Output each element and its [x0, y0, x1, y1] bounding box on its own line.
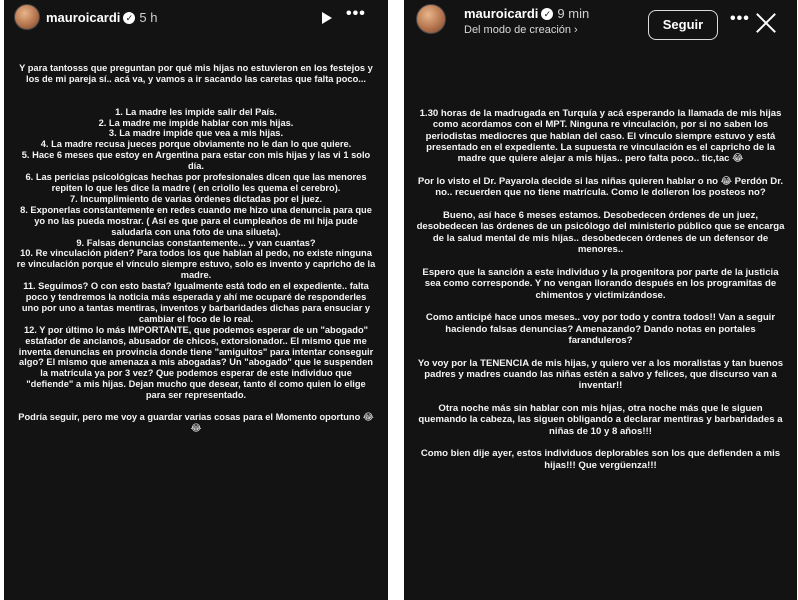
more-options-icon[interactable]: •••	[346, 5, 366, 22]
play-icon[interactable]	[322, 12, 332, 24]
username-row[interactable]	[464, 6, 589, 21]
story-header	[412, 4, 789, 36]
username-row[interactable]	[46, 10, 158, 25]
avatar[interactable]	[14, 4, 40, 30]
story-text: 1.30 horas de la madrugada en Turquía y acá esperando la llamada de mis hijas como acordamos con el MPT. Ninguna re vinculación, por si no saben los periodistas mediocres que hablan del caso. El vínculo siempre estuvo y está presentado en el expediente. La supuesta re vinculación es el capricho de la madre que quiere alejar a mis hijas.. pero falta poco.. tic,tac 😂 Por lo visto el Dr. Payarola decide si las niñas quieren hablar o no 😂 Perdón Dr. no.. recuerden que no tiene matrícula. Como le dolieron los posteos no? Bueno, así hace 6 meses estamos. Desobedecen órdenes de un juez, desobedecen las órdenes de un psicólogo del ministerio público que se encarga de la salud mental de mis hijas.. desobedecen órdenes de un defensor de menores.. Espero que la sanción a este individuo y la progenitora por parte de la justicia sea como corresponde. Y no vengan llorando después en los programitas de chimentos y victimizándose. Como anticipé hace unos meses.. voy por todo y contra todos!! Van a seguir haciendo falsas denuncias? Amenazando? Dando notas en portales faranduleros? Yo voy por la TENENCIA de mis hijas, y quiero ver a los moralistas y tan buenos padres y madres cuando las niñas estén a salvo y felices, que discurso van a inventar!! Otra noche más sin hablar con mis hijas, otra noche más que le siguen quemando la cabeza, las siguen obligando a declarar mentiras y barbaridades a niñas de 10 y 8 años!!! Como bien dije ayer, estos individuos deplorables son los que defienden a mis hijas!!! Que vergüenza!!!	[416, 108, 785, 471]
story-text: Y para tantosss que preguntan por qué mis hijas no estuvieron en los festejos y los de mi pareja sí.. acá va, y vamos a ir sacando las caretas que falta poco... 1. La madre les impide salir del País. 2. La madre me impide hablar con mis hijas. 3. La madre impide que vea a mis hijas. 4. La madre recusa jueces porque obviamente no le dan lo que quiere. 5. Hace 6 meses que estoy en Argentina para estar con mis hijas y las vi 1 solo día. 6. Las pericias psicológicas hechas por profesionales dicen que las menores repiten lo que les dice la madre ( en criollo les quema el cerebro). 7. Incumplimiento de varias órdenes dictadas por el juez. 8. Exponerlas constantemente en redes cuando me hizo una denuncia para que yo no las pueda mostrar. ( Así es que para el cumpleaños de mi hija pude saludarla con una foto de una silueta). 9. Falsas denuncias constantemente... y van cuantas? 10. Re vinculación piden? Para todos los que hablan al pedo, no existe ninguna re vinculación porque el vínculo siempre estuvo, solo es invento y capricho de la madre. 11. Seguimos? O con esto basta? Igualmente está todo en el expediente.. falta poco y tendremos la noticia más esperada y ahí me ocuparé de responderles uno por uno a tantas mentiras, inventos y barbaridades dichas para ensuciar y cambiar el foco de lo real. 12. Y por último lo más IMPORTANTE, que podemos esperar de un "abogado" estafador de ancianos, abusador de chicos, extorsionador.. El mismo que me inventa denuncias en provincia donde tiene "amiguitos" para intentar conseguir algo? El mismo que amenaza a mis abogadas? Un "abogado" que le suspenden la matrícula ya por 3 vez? Que podemos esperar de este individuo que "defiende" a mis hijas. Dejan mucho que desear, tanto él como quien lo elige para ser representado. Podría seguir, pero me voy a guardar varias cosas para el Momento oportuno 😂😂	[16, 63, 376, 433]
more-options-icon[interactable]: •••	[730, 10, 750, 27]
avatar[interactable]	[416, 4, 446, 34]
username[interactable]: mauroicardi	[464, 6, 539, 21]
story-right	[404, 0, 797, 600]
verified-badge-icon: ✓	[541, 8, 553, 20]
story-header	[12, 4, 380, 32]
verified-badge-icon: ✓	[123, 12, 135, 24]
story-left	[4, 0, 388, 600]
creation-mode-link[interactable]: Del modo de creación ›	[464, 24, 578, 36]
post-time: 9 min	[557, 6, 590, 21]
follow-button[interactable]: Seguir	[648, 10, 718, 40]
close-icon[interactable]	[755, 12, 777, 34]
username[interactable]: mauroicardi	[46, 10, 121, 25]
post-time: 5 h	[139, 10, 158, 25]
